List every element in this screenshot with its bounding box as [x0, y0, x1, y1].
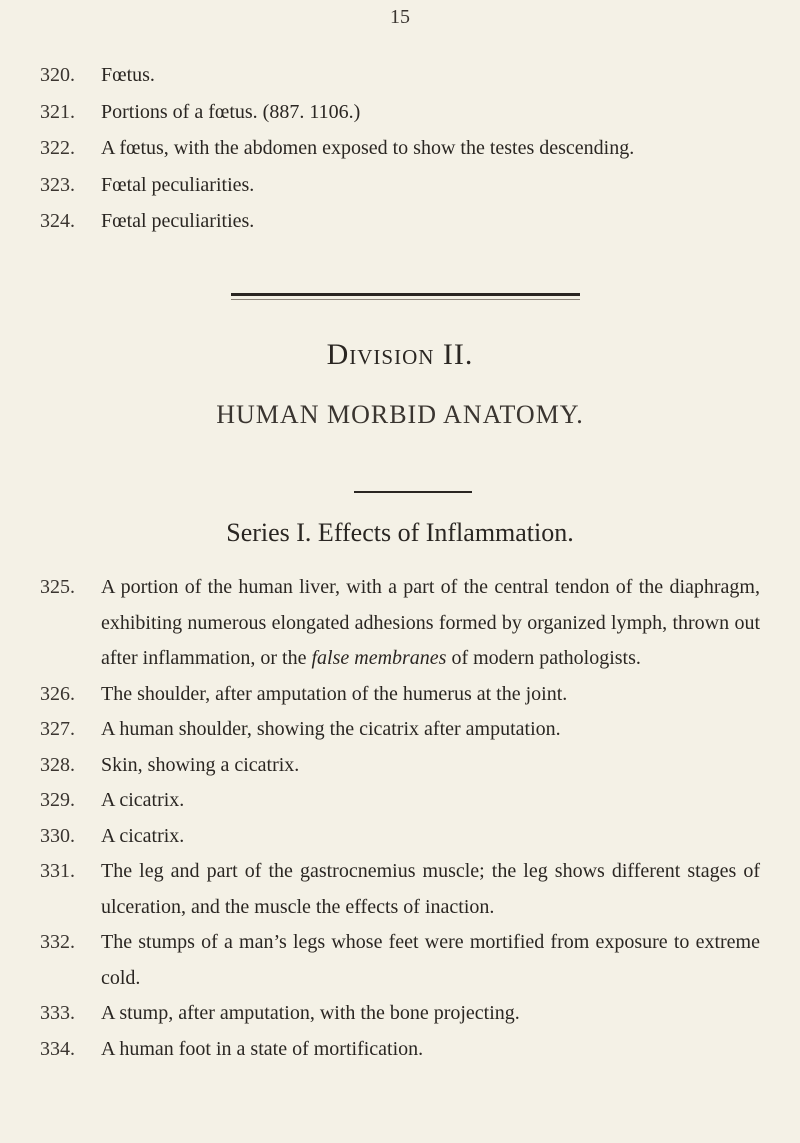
entry-number: 329.: [40, 789, 75, 811]
list-item: [0, 712, 800, 748]
entry-text: A fœtus, with the abdomen exposed to show the testes descending.: [101, 137, 635, 159]
entry-text: Fœtal peculiarities.: [101, 210, 255, 232]
entry-text: A stump, after amputation, with the bone projecting.: [101, 1002, 520, 1024]
list-item: [0, 677, 800, 713]
short-divider-rule: [354, 491, 472, 493]
list-item: [0, 925, 800, 996]
series-title: [0, 518, 800, 548]
entry-number: 330.: [40, 824, 75, 847]
catalogue-list-bottom: [0, 570, 800, 1067]
list-item: [0, 1032, 800, 1068]
entry-number: 324.: [40, 210, 75, 232]
entry-text: A cicatrix.: [101, 824, 185, 847]
entry-number: 332.: [40, 931, 75, 953]
list-item: [0, 130, 800, 166]
list-item: [0, 57, 800, 93]
entry-text-part: A portion of the human liver, with a part of the central tendon of the diaphragm, exhibiting numerous elongated adhesions formed by organized lymph, thrown out after inflammation, or the: [101, 576, 760, 669]
entry-text: Portions of a fœtus. (887. 1106.): [101, 100, 361, 123]
list-item: [0, 996, 800, 1032]
catalogue-list-top: [0, 57, 800, 240]
list-item: [0, 167, 800, 203]
entry-number: 333.: [40, 1002, 75, 1024]
entry-text-part: of modern pathologists.: [446, 647, 641, 669]
list-item: [0, 203, 800, 239]
division-title-text: Division II.: [326, 338, 474, 371]
divider-rule: [231, 293, 580, 296]
entry-text: A cicatrix.: [101, 789, 185, 811]
divider-rule-thin: [231, 299, 580, 300]
entry-number: 325.: [40, 576, 75, 598]
entry-text: The stumps of a man’s legs whose feet were mortified from exposure to extreme cold.: [101, 931, 760, 989]
entry-number: 326.: [40, 682, 75, 705]
entry-text: The leg and part of the gastrocnemius muscle; the leg shows different stages of ulceration, and the muscle the effects of inaction.: [101, 860, 760, 918]
section-heading: HUMAN MORBID ANATOMY.: [216, 400, 584, 429]
list-item: [0, 570, 800, 677]
list-item: [0, 94, 800, 130]
division-title: [0, 338, 800, 372]
entry-number: 323.: [40, 173, 75, 196]
page-number: 15: [390, 6, 410, 28]
list-item: [0, 854, 800, 925]
entry-number: 321.: [40, 100, 75, 123]
entry-number: 334.: [40, 1037, 75, 1060]
entry-number: 328.: [40, 753, 75, 776]
entry-text: Fœtus.: [101, 64, 155, 86]
entry-text: The shoulder, after amputation of the humerus at the joint.: [101, 682, 568, 705]
entry-text-italic: false membranes: [311, 647, 447, 669]
entry-number: 331.: [40, 860, 75, 882]
list-item: [0, 819, 800, 855]
entry-text: Fœtal peculiarities.: [101, 173, 255, 196]
entry-text: [101, 570, 760, 677]
series-title-text: Series I. Effects of Inflammation.: [226, 518, 574, 547]
entry-number: 322.: [40, 137, 75, 159]
entry-text: A human foot in a state of mortification.: [101, 1037, 424, 1060]
entry-number: 327.: [40, 718, 75, 740]
list-item: [0, 748, 800, 784]
entry-text: Skin, showing a cicatrix.: [101, 753, 300, 776]
list-item: [0, 783, 800, 819]
entry-number: 320.: [40, 64, 75, 86]
entry-text: A human shoulder, showing the cicatrix after amputation.: [101, 718, 561, 740]
